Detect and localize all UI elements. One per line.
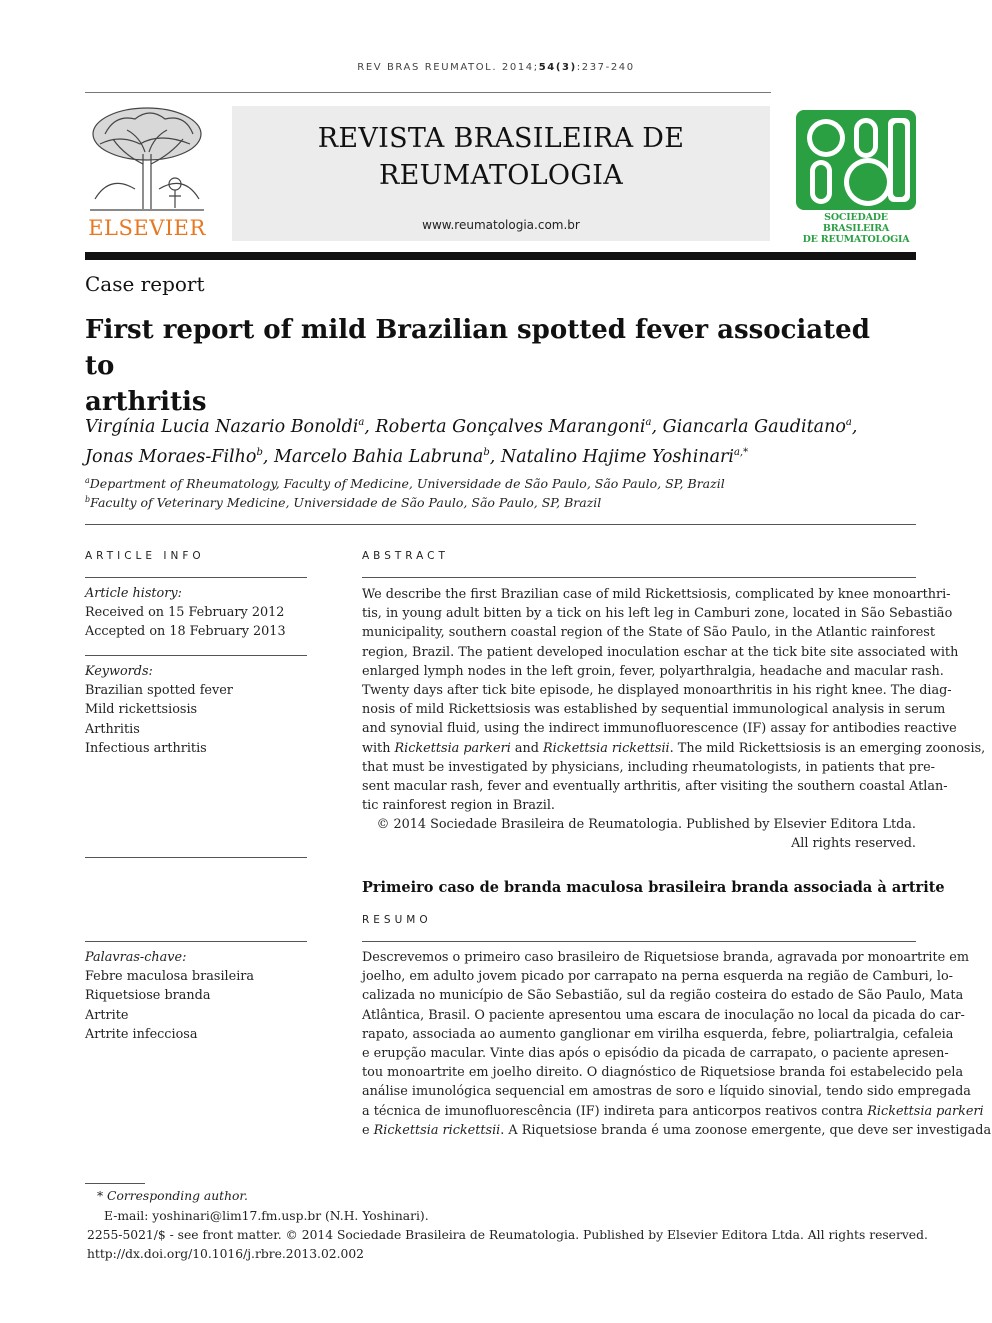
running-head: REV BRAS REUMATOL. 2014;54(3):237-240 — [357, 62, 635, 73]
keyword[interactable]: Febre maculosa brasileira — [85, 969, 255, 985]
divider — [85, 857, 307, 858]
society-wordmark: SOCIEDADE BRASILEIRA DE REUMATOLOGIA — [802, 212, 910, 245]
section-divider — [85, 524, 916, 525]
keyword[interactable]: Riquetsiose branda — [85, 988, 211, 1004]
author-name[interactable]: Natalino Hajime Yoshinari — [500, 446, 734, 467]
author-name[interactable]: Giancarla Gauditano — [662, 416, 846, 437]
divider — [85, 577, 307, 578]
top-rule — [85, 92, 771, 93]
elsevier-logo[interactable] — [85, 104, 209, 242]
author-name[interactable]: Marcelo Bahia Labruna — [274, 446, 484, 467]
doi-link[interactable]: http://dx.doi.org/10.1016/j.rbre.2013.02.002 — [87, 1247, 364, 1261]
resumo-heading: RESUMO — [362, 914, 432, 926]
header-divider — [85, 252, 916, 260]
elsevier-tree-icon — [85, 104, 209, 214]
divider — [85, 941, 307, 942]
divider — [362, 577, 916, 578]
article-type: Case report — [85, 272, 205, 296]
corresponding-author-note: * Corresponding author. — [97, 1189, 248, 1203]
journal-url-link[interactable]: www.reumatologia.com.br — [422, 218, 580, 232]
author-name[interactable]: Jonas Moraes-Filho — [85, 446, 257, 467]
keyword[interactable]: Infectious arthritis — [85, 740, 207, 756]
portuguese-title: Primeiro caso de branda maculosa brasileira branda associada à artrite — [362, 879, 945, 896]
divider — [85, 655, 307, 656]
keyword[interactable]: Mild rickettsiosis — [85, 702, 198, 718]
palavras-chave: Palavras-chave: Febre maculosa brasileira Riquetsiose branda Artrite Artrite infecciosa — [85, 948, 315, 1044]
journal-banner — [232, 106, 770, 241]
article-info-heading: ARTICLE INFO — [85, 550, 205, 562]
divider — [362, 941, 916, 942]
abstract-body: We describe the first Brazilian case of mild Rickettsiosis, complicated by knee monoarthri- tis, in young adult bitten by a tick on his left leg in Camburi zone, located in São Sebastião municipality, southern coastal region of the State of São Paulo, in the Atlantic rainforest region, Brazil. The patient developed inoculation eschar at the tick bite site associated with enlarged lymph nodes in the left groin, fever, polyarthralgia, headache and macular rash. Twenty days after tick bite episode, he displayed monoarthritis in his right knee. The diag- nosis of mild Rickettsiosis was established by sequential immunological analysis in serum and synovial fluid, using the indirect immunofluorescence (IF) assay for antibodies reactive with Rickettsia parkeri and Rickettsia rickettsii. The mild Rickettsiosis is an emerging zoonosis, that must be investigated by physicians, including rheumatologists, in patients that pre- sent macular rash, fever and eventually arthritis, after visiting the southern coastal Atlan- tic rainforest region in Brazil. — [362, 587, 986, 814]
keyword[interactable]: Brazilian spotted fever — [85, 683, 233, 699]
affiliation: $^a$Department of Rheumatology, Faculty of Medicine, Universidade de São Paulo, São Paulo, SP, Brazil — [85, 476, 725, 492]
keyword[interactable]: Artrite infecciosa — [85, 1026, 198, 1042]
issn-note: 2255-5021/$ - see front matter. © 2014 Sociedade Brasileira de Reumatologia. Published by Elsevier Editora Ltda. All rights reserved. — [87, 1228, 928, 1242]
journal-title[interactable]: REVISTA BRASILEIRA DE REUMATOLOGIA — [317, 123, 685, 191]
society-logo[interactable] — [796, 110, 916, 245]
email-note[interactable]: E-mail: yoshinari@lim17.fm.usp.br (N.H. Yoshinari). — [104, 1209, 429, 1223]
affiliation: $^b$Faculty of Veterinary Medicine, Universidade de São Paulo, São Paulo, SP, Brazil — [85, 495, 602, 511]
resumo-body: Descrevemos o primeiro caso brasileiro de Riquetsiose branda, agravada por monoartrite em joelho, em adulto jovem picado por carrapato na perna esquerda na região de Camburi, lo- calizada no município de São Sebastião, sul da região costeira do estado de São Paulo, Mata Atlântica, Brasil. O paciente apresentou uma escara de inoculação no local da picada do car- rapato, associada ao aumento ganglionar em virilha esquerda, febre, poliartralgia, cefaleia e erupção macular. Vinte dias após o episódio da picada de carrapato, o paciente apresen- tou monoartrite em joelho direito. O diagnóstico de Riquetsiose branda foi estabelecido pela análise imunológica sequencial em amostras de soro e líquido sinovial, tendo sido empregada a técnica de imunofluorescência (IF) indireta para anticorpos reativos contra Rickettsia parkeri e Rickettsia rickettsii. A Riquetsiose branda é uma zoonose emergente, que deve ser investigada — [362, 950, 992, 1138]
author-name[interactable]: Virgínia Lucia Nazario Bonoldi — [85, 416, 359, 437]
article-title: First report of mild Brazilian spotted fever associated to arthritis — [85, 315, 870, 417]
abstract-heading: ABSTRACT — [362, 550, 449, 562]
author-list: Virgínia Lucia Nazario Bonoldi$^a$, Roberta Gonçalves Marangoni$^a$, Giancarla Gauditano$^a$, Jonas Moraes-Filho$^b$, Marcelo Bahia Labruna$^b$, Natalino Hajime Yoshinari$^{a,*}$ — [85, 416, 858, 467]
elsevier-wordmark: ELSEVIER — [88, 216, 206, 240]
author-name[interactable]: Roberta Gonçalves Marangoni — [375, 416, 646, 437]
footnote-rule — [85, 1183, 145, 1184]
abstract-copyright: © 2014 Sociedade Brasileira de Reumatologia. Published by Elsevier Editora Ltda. All rights reserved. — [376, 817, 916, 852]
society-emblem-icon — [796, 110, 916, 210]
keywords: Keywords: Brazilian spotted fever Mild rickettsiosis Arthritis Infectious arthritis — [85, 662, 315, 758]
keyword[interactable]: Artrite — [85, 1007, 129, 1023]
article-history: Article history: Received on 15 February 2012 Accepted on 18 February 2013 — [85, 586, 286, 640]
keyword[interactable]: Arthritis — [85, 721, 140, 737]
